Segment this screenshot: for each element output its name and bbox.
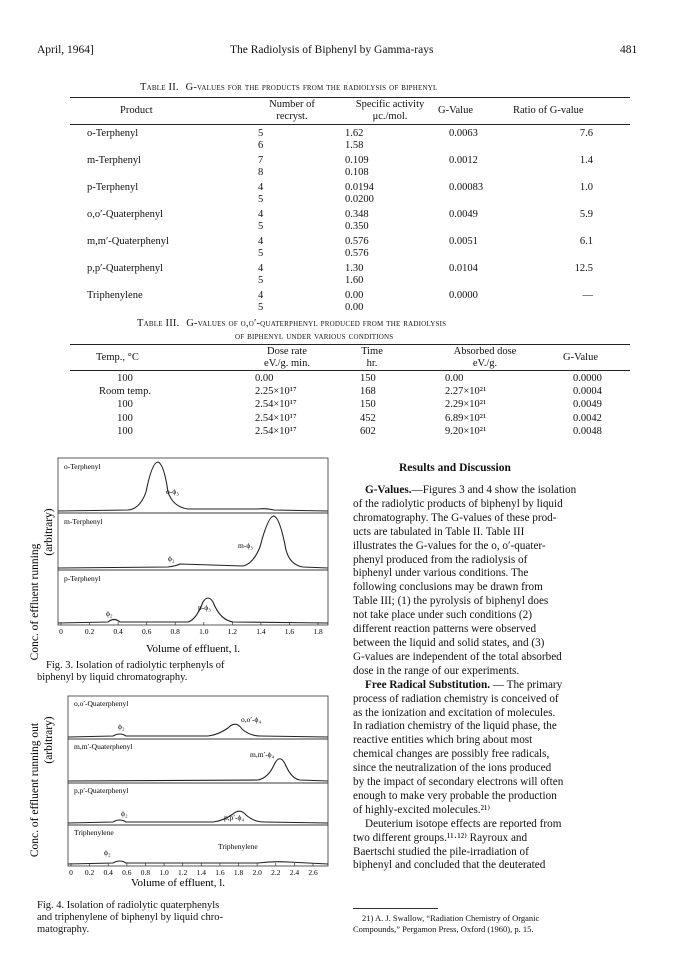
t3-g-value: 0.0004 <box>573 386 602 398</box>
text-line: biphenyl under various conditions. The <box>353 567 529 580</box>
fig4-caption-l3: matography. <box>37 924 90 935</box>
activity-value: 0.0194 <box>345 182 374 193</box>
x-tick-label: 0.4 <box>113 627 123 636</box>
t3-abs-value: 6.89×10²¹ <box>445 412 487 424</box>
fig3-panel-3-label: p-Terphenyl <box>64 574 101 583</box>
activity-cell <box>345 128 363 151</box>
activity-value: 0.576 <box>345 247 369 259</box>
col-recryst-l1: Number of <box>269 99 315 110</box>
fig4-peak-mm-quaterphenyl: m,m′-ϕ₄ <box>250 750 275 759</box>
x-tick-label: 1.8 <box>313 627 323 636</box>
table2-title: G-values for the products from the radiolysis of biphenyl <box>185 82 438 93</box>
t3-dose-value: 2.54×10¹⁷ <box>255 425 297 437</box>
t3-g-value: 0.0049 <box>573 399 602 411</box>
table2-head-rule <box>70 124 630 125</box>
text-line: Baertschi studied the pile-irradiation of <box>353 845 529 858</box>
fig3-peak-p-terphenyl: p-ϕ₃ <box>198 603 211 612</box>
fig4-caption-l2: and triphenylene of biphenyl by liquid chro- <box>37 912 224 923</box>
text-line: not take place under such conditions (2) <box>353 609 532 622</box>
t3-col-abs <box>435 346 535 369</box>
t3-col-dose-l2: eV./g. min. <box>264 357 310 369</box>
t3-temp-value: 100 <box>117 373 133 384</box>
fig4-peak-oo-quaterphenyl: o,o′-ϕ₄ <box>241 715 262 724</box>
x-tick-label: 1.0 <box>159 868 169 877</box>
col-activity-l1: Specific activity <box>355 99 425 110</box>
x-tick-label: 1.6 <box>284 627 295 636</box>
col-ratio: Ratio of G-value <box>513 105 584 116</box>
table3-title-l2: of biphenyl under various conditions <box>235 331 394 342</box>
running-header-title: The Radiolysis of Biphenyl by Gamma-rays <box>230 44 434 56</box>
product-name: o,o′-Quaterphenyl <box>87 209 164 220</box>
x-tick-label: 1.2 <box>227 627 238 636</box>
t3-time-value: 452 <box>360 412 376 424</box>
fig4-caption-l1: Fig. 4. Isolation of radiolytic quaterphenyls <box>37 900 220 911</box>
text-line: of highly-excited molecules.²¹⁾ <box>353 803 491 816</box>
t3-col-time-l2: hr. <box>366 357 378 369</box>
recryst-value: 4 <box>258 290 264 301</box>
fig4-peak-biphenyl-1: ϕ₂ <box>118 722 125 731</box>
t3-g-value: 0.0042 <box>573 412 602 424</box>
activity-value: 0.348 <box>345 209 369 220</box>
text-line: Deuterium isotope effects are reported from <box>365 817 562 830</box>
fig3-panel-1-label: o-Terphenyl <box>64 462 101 471</box>
t3-time-value: 602 <box>360 425 376 437</box>
t3-g-value: 0.0000 <box>573 373 602 384</box>
product-name: p-Terphenyl <box>87 182 139 193</box>
fig4-curve-3 <box>68 811 328 823</box>
activity-value: 1.62 <box>345 128 364 139</box>
t3-time-value: 168 <box>360 386 376 398</box>
fig4-curve-4 <box>68 861 328 864</box>
ratio-value: 6.1 <box>579 236 593 247</box>
text-line: enough to make very probable the production <box>353 789 557 802</box>
recryst-value: 5 <box>258 274 264 286</box>
recryst-cell <box>258 155 263 178</box>
x-tick-label: 2.2 <box>271 868 281 877</box>
fig4-peak-biphenyl-3: ϕ₂ <box>121 809 128 818</box>
fig4-xlabel: Volume of effluent, l. <box>131 877 225 889</box>
x-tick-label: 1.4 <box>256 627 266 636</box>
t3-time-value: 150 <box>360 373 376 384</box>
text-line <box>353 679 641 693</box>
t3-col-dose <box>247 346 327 369</box>
recryst-value: 4 <box>258 182 264 193</box>
ratio-value: 7.6 <box>579 128 593 139</box>
activity-cell <box>345 290 363 313</box>
recryst-value: 7 <box>258 155 264 166</box>
activity-cell <box>345 236 369 259</box>
ratio-value: 1.4 <box>579 155 593 166</box>
t3-col-abs-l2: eV./g. <box>472 357 498 369</box>
x-tick-label: 1.6 <box>215 868 225 877</box>
fig4-peak-biphenyl-4: ϕ₂ <box>104 848 111 857</box>
x-tick-label: 0 <box>59 627 63 636</box>
t3-col-dose-l1: Dose rate <box>267 346 307 357</box>
fig3-caption-l1: Fig. 3. Isolation of radiolytic terphenyls of <box>46 660 225 671</box>
t3-col-time-l1: Time <box>361 346 383 357</box>
g-value: 0.0000 <box>449 290 478 301</box>
running-header-date: April, 1964] <box>37 44 94 56</box>
x-tick-label: 1.0 <box>199 627 209 636</box>
t3-temp-value: 100 <box>117 425 133 437</box>
x-tick-label: 0.2 <box>84 868 95 877</box>
table3-title-l1: G-values of o,o′-quaterphenyl produced from the radiolysis <box>186 318 447 329</box>
x-tick-label: 0.2 <box>84 627 95 636</box>
fig4-panel-3-label: p,p′-Quaterphenyl <box>74 786 129 795</box>
text-line: illustrates the G-values for the o, o′-quater- <box>353 539 546 552</box>
t3-col-abs-l1: Absorbed dose <box>453 346 517 357</box>
text-line: reactive entities which bring about most <box>353 734 533 747</box>
t3-abs-value: 2.27×10²¹ <box>445 386 487 398</box>
g-value: 0.0104 <box>449 263 478 274</box>
activity-value: 0.108 <box>345 166 369 178</box>
fig4-x-ticks <box>69 863 318 877</box>
t3-temp-value: 100 <box>117 412 133 424</box>
results-text <box>353 484 641 873</box>
paragraph-lead: G-Values. <box>365 484 412 496</box>
text-line: chemical changes are possibly free radicals, <box>353 748 550 761</box>
fig3-peak-biphenyl-2: ϕ₂ <box>168 554 175 563</box>
fig3-x-ticks <box>59 622 323 636</box>
x-tick-label: 2.0 <box>252 868 262 877</box>
text-line: following conclusions may be drawn from <box>353 581 543 594</box>
paragraph-lead: Free Radical Substitution. <box>365 678 491 691</box>
recryst-value: 4 <box>258 263 264 274</box>
text-line: Table III; (1) the pyrolysis of biphenyl does <box>353 595 549 608</box>
fig3-curve-3 <box>58 598 328 623</box>
recryst-value: 6 <box>258 139 264 151</box>
table2-caption <box>140 82 437 93</box>
fig4-curve-1 <box>68 724 328 737</box>
x-tick-label: 1.2 <box>178 868 188 877</box>
g-value: 0.0051 <box>449 236 478 247</box>
table3-top-rule <box>70 344 630 345</box>
text-line: G-values are independent of the total absorbed <box>353 650 562 663</box>
text-line: In radiation chemistry of the liquid phase, the <box>353 720 557 733</box>
x-tick-label: 2.6 <box>308 868 318 877</box>
x-tick-label: 0.4 <box>103 868 113 877</box>
fig4-panel-4-label: Triphenylene <box>74 828 114 837</box>
ratio-value: 5.9 <box>579 209 593 220</box>
activity-cell <box>345 155 369 178</box>
recryst-value: 5 <box>258 128 264 139</box>
recryst-value: 5 <box>258 193 264 205</box>
t3-abs-value: 9.20×10²¹ <box>445 425 487 437</box>
t3-col-temp: Temp., °C <box>96 352 139 363</box>
recryst-cell <box>258 236 263 259</box>
x-tick-label: 2.4 <box>289 868 300 877</box>
g-value: 0.0049 <box>449 209 478 220</box>
x-tick-label: 1.8 <box>233 868 244 877</box>
t3-col-time <box>352 346 392 369</box>
fig4-ylabel: Conc. of effluent running out <box>29 722 41 858</box>
footnote-rule <box>353 908 438 909</box>
table2-label: Table II. <box>140 82 179 93</box>
fig4-panel-1-label: o,o′-Quaterphenyl <box>74 699 129 708</box>
paragraph-text: —Figures 3 and 4 show the isolation <box>411 484 577 496</box>
text-line: phenyl produced from the radiolysis of <box>353 553 528 566</box>
x-tick-label: 0.6 <box>141 627 152 636</box>
g-value: 0.0063 <box>449 128 478 139</box>
activity-cell <box>345 209 369 232</box>
t3-dose-value: 2.54×10¹⁷ <box>255 412 297 424</box>
t3-g-value: 0.0048 <box>573 425 602 437</box>
text-line: two different groups.¹¹·¹²⁾ Rayroux and <box>353 831 528 844</box>
recryst-value: 5 <box>258 301 264 313</box>
fig4-panel-2-label: m,m′-Quaterphenyl <box>74 742 133 751</box>
recryst-value: 5 <box>258 220 264 232</box>
paragraph-text: — The primary <box>490 678 563 691</box>
col-activity <box>340 99 440 122</box>
product-name: o-Terphenyl <box>87 128 139 139</box>
t3-temp-value: Room temp. <box>99 386 151 398</box>
text-line: biphenyl and concluded that the deuterated <box>353 859 546 872</box>
recryst-cell <box>258 290 263 313</box>
text-line: since the neutralization of the ions produced <box>353 762 552 775</box>
x-tick-label: 0.8 <box>140 868 151 877</box>
fig4-peak-pp-quaterphenyl: p,p′-ϕ₄ <box>224 813 245 822</box>
t3-abs-value: 0.00 <box>445 373 464 384</box>
x-tick-label: 0 <box>69 868 73 877</box>
x-tick-label: 0.6 <box>122 868 132 877</box>
footnote-l2: Compounds,” Pergamon Press, Oxford (1960), p. 15. <box>353 924 534 934</box>
fig3-ylabel: Conc. of effluent running <box>29 543 41 661</box>
table3-caption <box>137 318 446 329</box>
t3-dose-value: 2.25×10¹⁷ <box>255 386 297 398</box>
col-recryst-l2: recryst. <box>276 110 308 122</box>
fig4-peak-triphenylene: Triphenylene <box>218 842 258 851</box>
section-heading: Results and Discussion <box>399 462 511 474</box>
recryst-value: 4 <box>258 236 264 247</box>
ratio-value: 12.5 <box>574 263 593 274</box>
text-line: ucts are tabulated in Table II. Table III <box>353 525 525 538</box>
figure3 <box>28 452 346 667</box>
text-line: chromatography. The G-values of these prod- <box>353 511 557 524</box>
table3-head-rule <box>70 370 630 371</box>
col-gvalue: G-Value <box>438 105 473 116</box>
x-tick-label: 0.8 <box>170 627 180 636</box>
activity-value: 0.109 <box>345 155 369 166</box>
activity-cell <box>345 263 363 286</box>
fig3-peak-biphenyl-3: ϕ₂ <box>106 609 113 618</box>
t3-temp-value: 100 <box>117 399 133 411</box>
fig3-peak-m-terphenyl: m-ϕ₃ <box>238 541 253 550</box>
activity-value: 0.576 <box>345 236 369 247</box>
recryst-cell <box>258 182 263 205</box>
t3-abs-value: 2.29×10²¹ <box>445 399 487 411</box>
fig4-ylabel-2: (arbitrary) <box>43 716 55 764</box>
text-line: by the impact of secondary electrons will often <box>353 776 564 789</box>
text-line: between the liquid and solid states, and (3) <box>353 636 545 649</box>
fig3-panel-2-label: m-Terphenyl <box>64 517 103 526</box>
recryst-cell <box>258 209 263 232</box>
page-number: 481 <box>620 44 638 56</box>
g-value: 0.00083 <box>449 182 484 193</box>
activity-value: 0.0200 <box>345 193 374 205</box>
activity-value: 0.00 <box>345 301 364 313</box>
col-recryst <box>252 99 332 122</box>
t3-col-g: G-Value <box>563 352 598 363</box>
col-product: Product <box>120 105 153 116</box>
product-name: m-Terphenyl <box>87 155 142 166</box>
ratio-value: — <box>582 290 593 301</box>
t3-dose-value: 2.54×10¹⁷ <box>255 399 297 411</box>
activity-value: 1.58 <box>345 139 364 151</box>
activity-value: 0.00 <box>345 290 364 301</box>
fig3-peak-o-terphenyl: o-ϕ₃ <box>166 487 179 496</box>
activity-cell <box>345 182 374 205</box>
product-name: Triphenylene <box>87 290 143 301</box>
g-value: 0.0012 <box>449 155 478 166</box>
activity-value: 1.30 <box>345 263 364 274</box>
activity-value: 1.60 <box>345 274 364 286</box>
ratio-value: 1.0 <box>579 182 593 193</box>
fig4-curve-2 <box>68 759 328 781</box>
recryst-cell <box>258 128 263 151</box>
text-line: process of radiation chemistry is conceived of <box>353 692 559 705</box>
recryst-value: 5 <box>258 247 264 259</box>
t3-dose-value: 0.00 <box>255 373 274 384</box>
table2-top-rule <box>70 97 630 98</box>
text-line: of the radiolytic products of biphenyl by liquid <box>353 497 563 510</box>
text-line: different reaction patterns were observed <box>353 623 537 636</box>
fig3-xlabel: Volume of effluent, l. <box>146 643 240 655</box>
text-line: dose in the range of our experiments. <box>353 664 520 677</box>
recryst-value: 4 <box>258 209 264 220</box>
x-tick-label: 1.4 <box>196 868 206 877</box>
product-name: p,p′-Quaterphenyl <box>87 263 164 274</box>
fig3-caption-l2: biphenyl by liquid chromatography. <box>37 672 188 683</box>
text-line <box>353 484 641 498</box>
footnote-l1: 21) A. J. Swallow, “Radiation Chemistry of Organic <box>362 913 540 923</box>
activity-value: 0.350 <box>345 220 369 232</box>
t3-time-value: 150 <box>360 399 376 411</box>
col-activity-l2: μc./mol. <box>372 110 408 122</box>
text-line: as the ionization and excitation of molecules. <box>353 706 556 719</box>
recryst-value: 8 <box>258 166 264 178</box>
fig3-ylabel-2: (arbitrary) <box>43 508 55 556</box>
recryst-cell <box>258 263 263 286</box>
product-name: m,m′-Quaterphenyl <box>87 236 169 247</box>
figure4 <box>28 690 346 890</box>
table3-label: Table III. <box>137 318 180 329</box>
